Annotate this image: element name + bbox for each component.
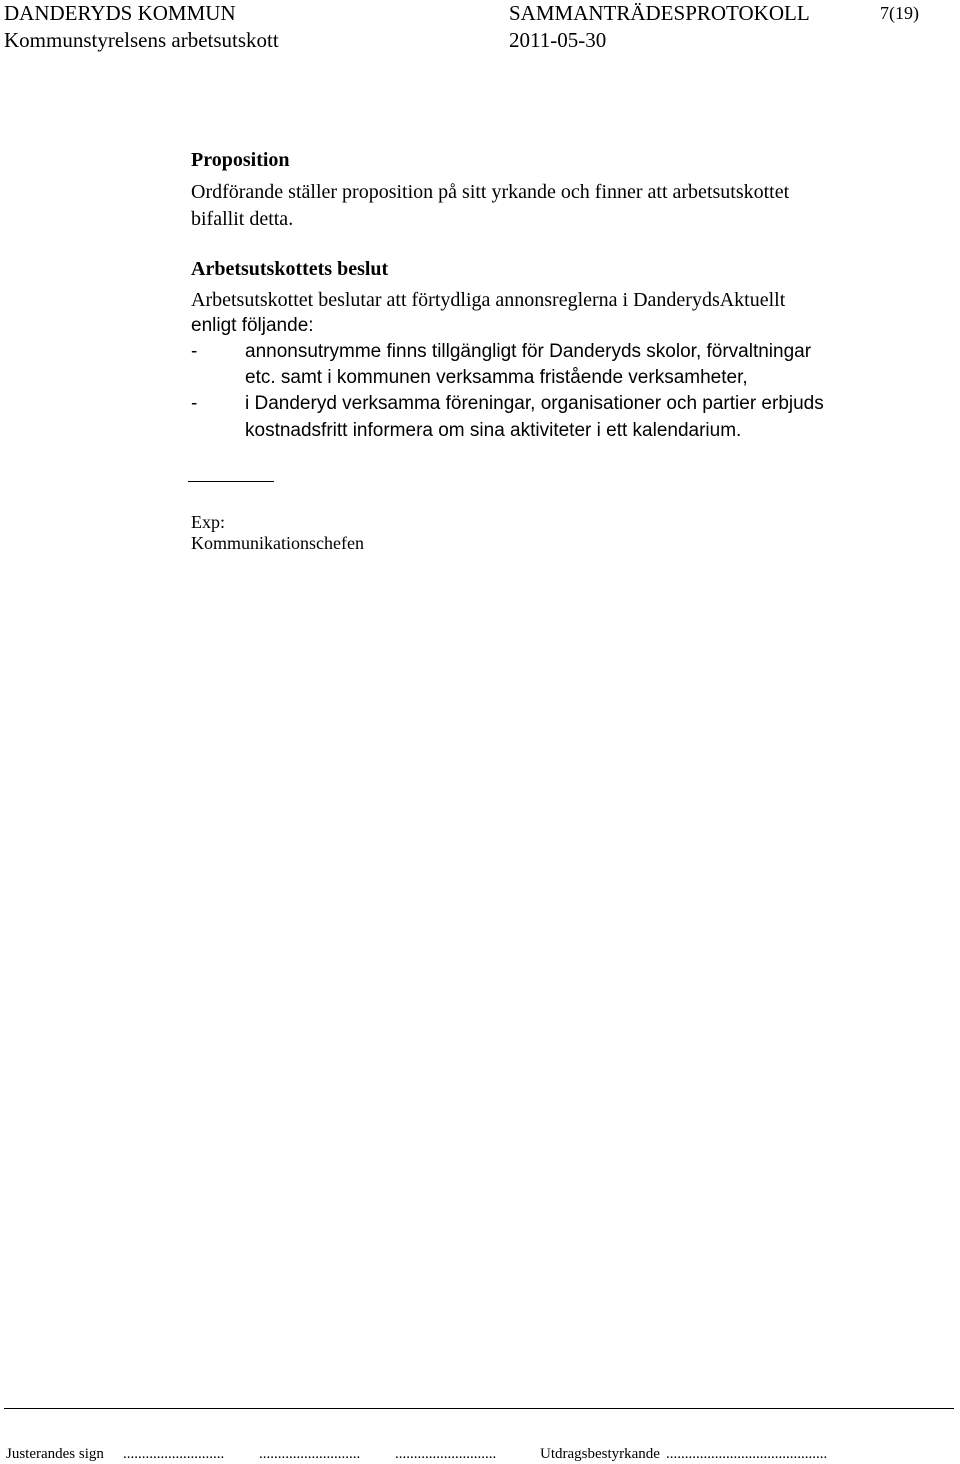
meeting-date: 2011-05-30	[509, 28, 607, 52]
justerandes-sign-label: Justerandes sign	[6, 1446, 104, 1462]
signature-dots: ...........................................	[666, 1446, 828, 1462]
footer-rule	[4, 1408, 954, 1409]
exp-recipient: Kommunikationschefen	[191, 533, 364, 553]
list-item-bullet: -	[191, 393, 198, 414]
page-number: 7(19)	[880, 3, 919, 23]
committee-name: Kommunstyrelsens arbetsutskott	[4, 28, 279, 52]
proposition-text-line1: Ordförande ställer proposition på sitt yrkande och finner att arbetsutskottet	[191, 181, 790, 203]
utdragsbestyrkande-label: Utdragsbestyrkande	[540, 1446, 660, 1462]
org-name: DANDERYDS KOMMUN	[4, 1, 236, 25]
signature-dots: ...........................	[259, 1446, 361, 1462]
signature-dots: ...........................	[123, 1446, 225, 1462]
list-item-text-line2: kostnadsfritt informera om sina aktiviteter i ett kalendarium.	[245, 420, 742, 441]
beslut-text-line1: Arbetsutskottet beslutar att förtydliga annonsreglerna i DanderydsAktuellt	[191, 289, 786, 311]
list-item-bullet: -	[191, 341, 198, 362]
list-item-text-line1: annonsutrymme finns tillgängligt för Danderyds skolor, förvaltningar	[245, 341, 812, 362]
document-type: SAMMANTRÄDESPROTOKOLL	[509, 1, 810, 25]
signature-dots: ...........................	[395, 1446, 497, 1462]
separator-line	[188, 481, 274, 482]
proposition-text-line2: bifallit detta.	[191, 208, 294, 230]
list-item-text-line1: i Danderyd verksamma föreningar, organisationer och partier erbjuds	[245, 393, 824, 414]
beslut-heading: Arbetsutskottets beslut	[191, 258, 389, 280]
beslut-text-line2: enligt följande:	[191, 315, 314, 336]
proposition-heading: Proposition	[191, 149, 290, 171]
exp-label: Exp:	[191, 512, 225, 532]
list-item-text-line2: etc. samt i kommunen verksamma fristående verksamheter,	[245, 367, 748, 388]
